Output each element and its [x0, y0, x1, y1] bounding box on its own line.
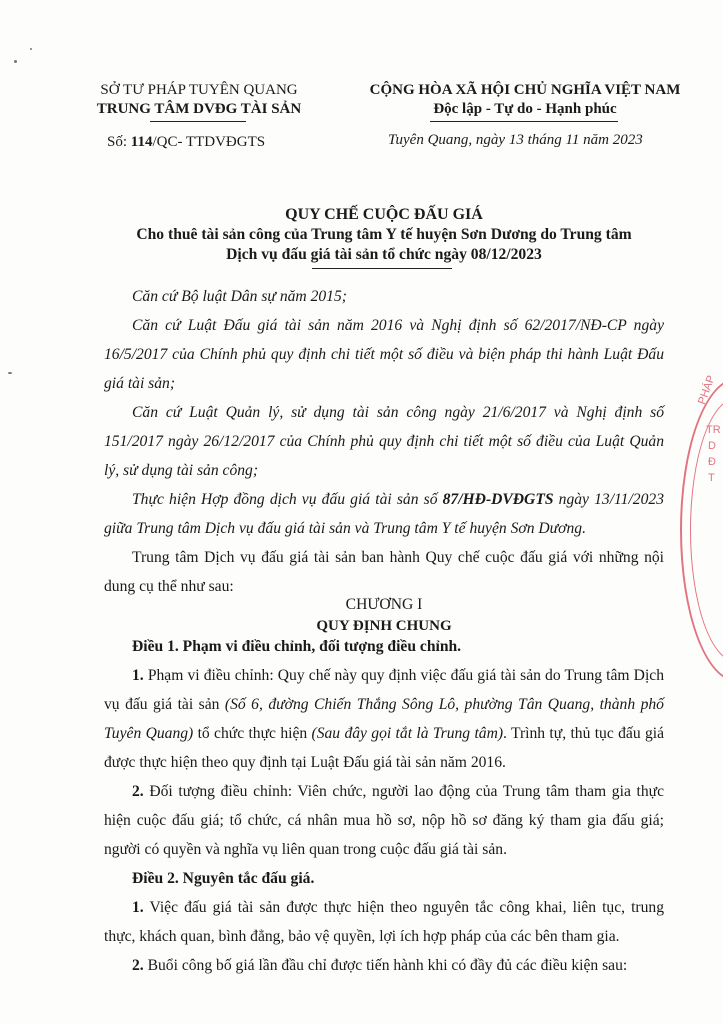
issuer-underline [150, 121, 246, 122]
clause-number: 1. [132, 899, 144, 916]
clause-number: 1. [132, 667, 144, 684]
implementation-basis-a: Thực hiện Hợp đồng dịch vụ đấu giá tài sản số [132, 491, 443, 508]
contract-number: 87/HĐ-DVĐGTS [442, 491, 554, 508]
clause-number: 2. [132, 783, 144, 800]
document-subtitle-line1: Cho thuê tài sản công của Trung tâm Y tế huyện Sơn Dương do Trung tâm [136, 226, 632, 243]
stamp-text: Đ [708, 456, 716, 468]
stamp-text: T [708, 472, 715, 484]
clause-text: . Trình tự, thủ tục đấu giá được thực hiện theo quy định tại Luật Đấu giá tài sản năm 2016. [104, 725, 665, 771]
implementation-basis [104, 485, 664, 543]
clause-text: Buổi công bố giá lần đầu chỉ được tiến hành khi có đầy đủ các điều kiện sau: [143, 957, 628, 974]
document-number [107, 132, 265, 152]
article-2-clause-2 [104, 951, 664, 980]
legal-basis-1: Căn cứ Bộ luật Dân sự năm 2015; [132, 288, 347, 305]
document-number-value: 114 [130, 134, 153, 150]
legal-basis-2: Căn cứ Luật Đấu giá tài sản năm 2016 và Nghị định số 62/2017/NĐ-CP ngày 16/5/2017 của Chính phủ quy định chi tiết một số điều và biện pháp thi hành Luật Đấu giá tài sản; [104, 317, 664, 392]
clause-text: Việc đấu giá tài sản được thực hiện theo nguyên tắc công khai, liên tục, trung thực, khách quan, bình đẳng, bảo vệ quyền, lợi ích hợp pháp của các bên tham gia. [104, 899, 664, 945]
clause-text-italic: (Sau đây gọi tắt là Trung tâm) [311, 725, 504, 742]
chapter-number: CHƯƠNG I [345, 596, 423, 613]
article-2-heading: Điều 2. Nguyên tắc đấu giá. [132, 870, 315, 887]
clause-text-italic: (Số 6, đường Chiến Thắng Sông Lô, phường Tân Quang, thành phố Tuyên Quang) [104, 696, 664, 742]
article-1-block [104, 632, 664, 980]
motto-underline [430, 121, 618, 122]
clause-number: 2. [132, 957, 144, 974]
clause-text: Phạm vi điều chỉnh: Quy chế này quy định việc đấu giá tài sản do Trung tâm Dịch vụ đấu giá tài sản [104, 667, 664, 713]
clause-text: Đối tượng điều chỉnh: Viên chức, người lao động của Trung tâm tham gia thực hiện cuộc đấu giá; tổ chức, cá nhân mua hồ sơ, nộp hồ sơ đăng ký tham gia đấu giá; người có quyền và nghĩa vụ liên quan trong cuộc đấu giá tài sản. [104, 783, 664, 858]
stamp-text: PHÁP [696, 373, 718, 407]
article-1-clause-1 [104, 661, 664, 777]
official-seal-stamp [680, 373, 723, 682]
scan-speck [30, 48, 32, 50]
stamp-text: D [708, 440, 716, 452]
article-1-clause-2 [104, 777, 664, 864]
promulgation-statement: Trung tâm Dịch vụ đấu giá tài sản ban hành Quy chế cuộc đấu giá với những nội dung cụ thể như sau: [104, 549, 664, 595]
national-title: CỘNG HÒA XÃ HỘI CHỦ NGHĨA VIỆT NAM [369, 82, 681, 98]
implementation-basis-c: ngày 13/11/2023 giữa Trung tâm Dịch vụ đấu giá tài sản và Trung tâm Y tế huyện Sơn Dương. [104, 491, 664, 537]
document-number-prefix: Số: [107, 134, 131, 150]
stamp-text: TR [706, 424, 721, 436]
document-title: QUY CHẾ CUỘC ĐẤU GIÁ [285, 206, 483, 223]
document-subtitle-line2: Dịch vụ đấu giá tài sản tổ chức ngày 08/12/2023 [226, 246, 542, 263]
article-1-heading: Điều 1. Phạm vi điều chỉnh, đối tượng điều chỉnh. [132, 638, 462, 655]
scan-speck [8, 372, 12, 374]
title-underline [312, 268, 452, 269]
clause-text: tổ chức thực hiện [193, 725, 312, 742]
scan-speck [14, 60, 17, 63]
issuer-parent: SỞ TƯ PHÁP TUYÊN QUANG [100, 82, 298, 98]
national-motto: Độc lập - Tự do - Hạnh phúc [433, 101, 617, 117]
legal-basis-3: Căn cứ Luật Quản lý, sử dụng tài sản công ngày 21/6/2017 và Nghị định số 151/2017 ngày 26/12/2017 của Chính phủ quy định chi tiết một số điều của Luật Quản lý, sử dụng tài sản công; [104, 404, 664, 479]
stamp-inner-ring [690, 398, 723, 662]
chapter-name: QUY ĐỊNH CHUNG [316, 618, 452, 634]
article-2-clause-1 [104, 893, 664, 951]
document-number-suffix: /QC- TTDVĐGTS [152, 134, 266, 150]
date-line: Tuyên Quang, ngày 13 tháng 11 năm 2023 [388, 132, 643, 148]
preamble-block [104, 282, 664, 601]
issuer-name: TRUNG TÂM DVĐG TÀI SẢN [96, 101, 302, 117]
